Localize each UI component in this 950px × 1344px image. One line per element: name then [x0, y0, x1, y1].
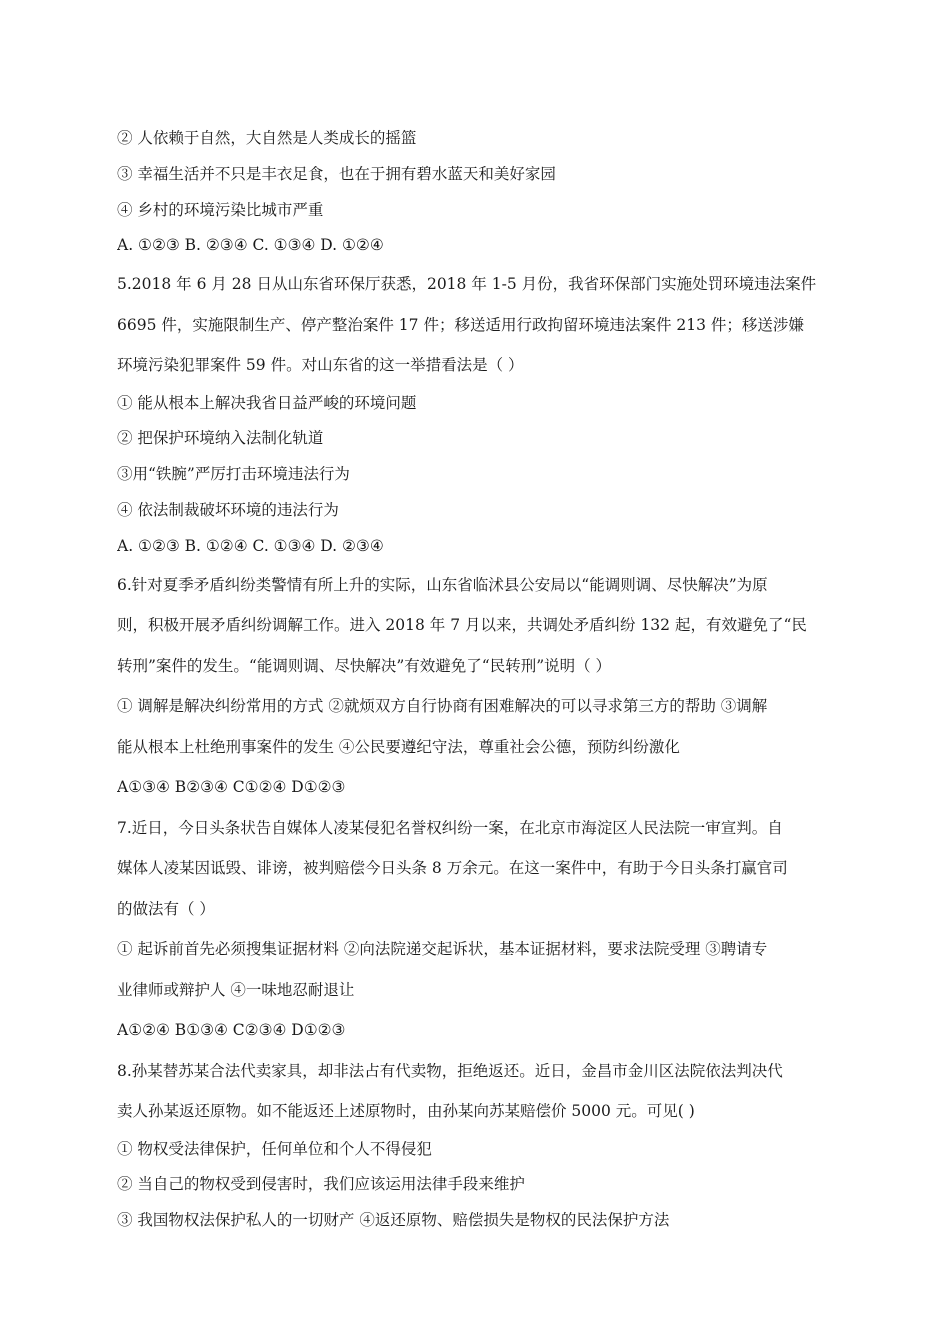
question-6-line-1: 6.针对夏季矛盾纠纷类警情有所上升的实际，山东省临沭县公安局以“能调则调、尽快解决”为原 — [117, 575, 768, 594]
question-5-line-2: 6695 件，实施限制生产、停产整治案件 17 件；移送适用行政拘留环境违法案件 213 件；移送涉嫌 — [117, 315, 804, 334]
answer-choices-q6: A①③④ B②③④ C①②④ D①②③ — [117, 778, 346, 797]
q8-option-2: ② 当自己的物权受到侵害时，我们应该运用法律手段来维护 — [117, 1175, 525, 1194]
q7-options-line-2: 业律师或辩护人 ④一味地忍耐退让 — [117, 980, 355, 999]
question-5-line-1: 5.2018 年 6 月 28 日从山东省环保厅获悉，2018 年 1-5 月份，我省环保部门实施处罚环境违法案件 — [117, 275, 817, 294]
question-5-line-3: 环境污染犯罪案件 59 件。对山东省的这一举措看法是（ ） — [117, 356, 524, 375]
question-8-line-2: 卖人孙某返还原物。如不能返还上述原物时，由孙某向苏某赔偿价 5000 元。可见( ) — [117, 1102, 695, 1121]
question-6-line-2: 则，积极开展矛盾纠纷调解工作。进入 2018 年 7 月以来，共调处矛盾纠纷 132 起，有效避免了“民 — [117, 616, 807, 635]
option-line-3: ③ 幸福生活并不只是丰衣足食，也在于拥有碧水蓝天和美好家园 — [117, 164, 556, 183]
q6-options-line-1: ① 调解是解决纠纷常用的方式 ②就烦双方自行协商有困难解决的可以寻求第三方的帮助 ③调解 — [117, 697, 768, 716]
question-7-line-3: 的做法有（ ） — [117, 899, 215, 918]
option-line-2: ② 人依赖于自然，大自然是人类成长的摇篮 — [117, 129, 417, 147]
q5-option-2: ② 把保护环境纳入法制化轨道 — [117, 429, 324, 448]
answer-choices-q7: A①②④ B①③④ C②③④ D①②③ — [117, 1021, 346, 1040]
question-7-line-1: 7.近日，今日头条状告自媒体人凌某侵犯名誉权纠纷一案，在北京市海淀区人民法院一审宣判。自 — [117, 818, 783, 837]
answer-choices-q5: A. ①②③ B. ①②④ C. ①③④ D. ②③④ — [117, 536, 384, 555]
q5-option-3: ③用“铁腕”严厉打击环境违法行为 — [117, 465, 350, 484]
q8-option-3-4: ③ 我国物权法保护私人的一切财产 ④返还原物、赔偿损失是物权的民法保护方法 — [117, 1211, 670, 1230]
question-7-line-2: 媒体人凌某因诋毁、诽谤，被判赔偿今日头条 8 万余元。在这一案件中，有助于今日头条打赢官司 — [117, 859, 788, 878]
question-8-line-1: 8.孙某替苏某合法代卖家具，却非法占有代卖物，拒绝返还。近日，金昌市金川区法院依法判决代 — [117, 1061, 783, 1080]
q8-option-1: ① 物权受法律保护，任何单位和个人不得侵犯 — [117, 1139, 432, 1158]
option-line-4: ④ 乡村的环境污染比城市严重 — [117, 200, 324, 219]
q5-option-1: ① 能从根本上解决我省日益严峻的环境问题 — [117, 393, 417, 412]
q6-options-line-2: 能从根本上杜绝刑事案件的发生 ④公民要遵纪守法，尊重社会公德，预防纠纷激化 — [117, 737, 680, 756]
question-text-block — [117, 121, 841, 1239]
q5-option-4: ④ 依法制裁破坏环境的违法行为 — [117, 501, 339, 520]
q7-options-line-1: ① 起诉前首先必须搜集证据材料 ②向法院递交起诉状，基本证据材料，要求法院受理 ③聘请专 — [117, 940, 768, 959]
question-6-line-3: 转刑”案件的发生。“能调则调、尽快解决”有效避免了“民转刑”说明（ ） — [117, 656, 612, 675]
answer-choices-q4: A. ①②③ B. ②③④ C. ①③④ D. ①②④ — [117, 236, 384, 255]
